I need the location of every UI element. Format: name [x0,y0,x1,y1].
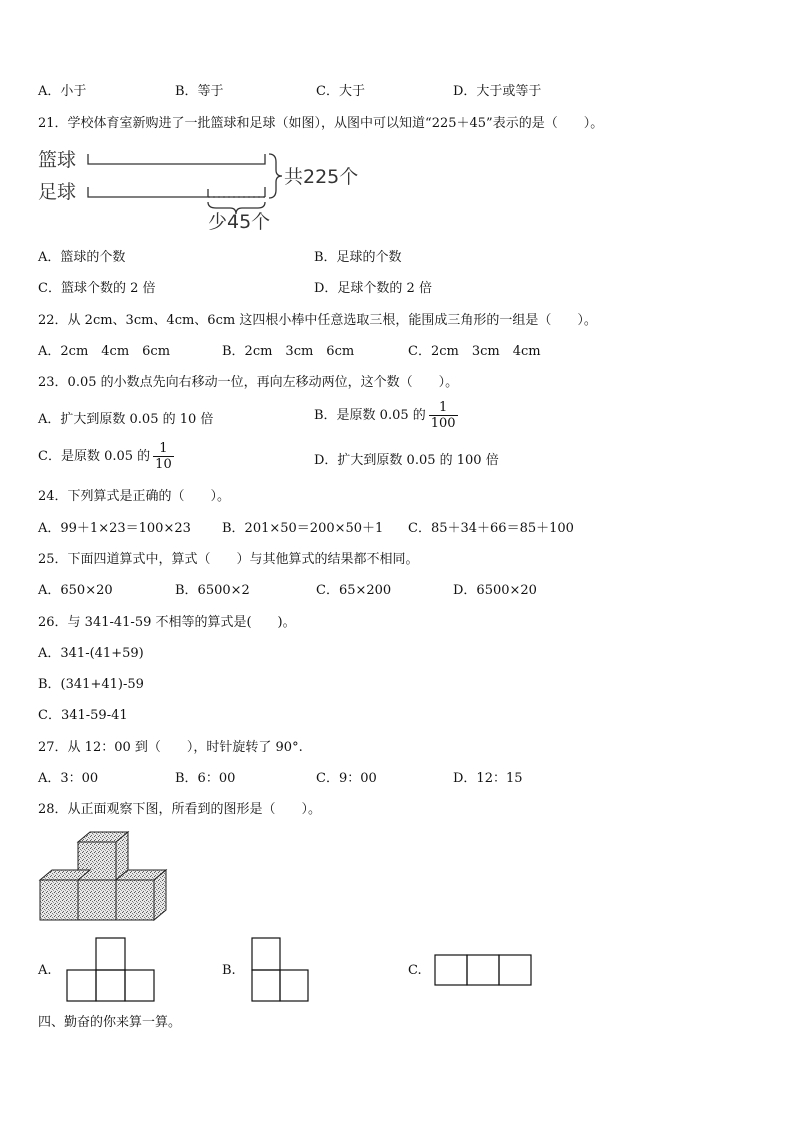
q24-option-a: A．99＋1×23＝100×23 [38,521,191,536]
fraction-denominator: 10 [155,457,172,472]
q21-option-d: D．足球个数的 2 倍 [314,281,432,296]
bottom-right-front-face [116,880,154,920]
label-basketball: 篮球 [38,149,77,171]
q22-option-a: A．2cm 4cm 6cm [38,344,171,359]
q28-option-c-figure [433,953,535,987]
football-segment [88,187,265,197]
bottom-middle-front-face [78,880,116,920]
section-4-heading: 四、勤奋的你来算一算。 [38,1015,182,1030]
q24-option-b: B．201×50＝200×50＋1 [222,521,384,536]
q27-option-c: C．9：00 [316,771,377,786]
fraction-denominator: 100 [430,416,456,431]
bottom-left-front-face [40,880,78,920]
q26-option-c: C．341-59-41 [38,708,128,723]
label-less: 少45个 [208,211,271,232]
q21-option-c: C．篮球个数的 2 倍 [38,281,156,296]
total-brace [269,154,282,198]
label-total: 共225个 [284,166,359,188]
q21-line-diagram [36,142,366,232]
q25-option-b: B．6500×2 [175,583,250,598]
q22-option-b: B．2cm 3cm 6cm [222,344,355,359]
q20-option-d: D．大于或等于 [453,84,542,99]
q26-stem: 26．与 341-41-59 不相等的算式是( )。 [38,615,296,630]
q28-option-c-label: C. [408,963,422,978]
fraction-1-100 [429,400,458,431]
fraction-numerator: 1 [153,441,174,457]
q28-stem: 28．从正面观察下图，所看到的图形是（ ）。 [38,802,322,817]
q26-option-b: B．(341+41)-59 [38,677,144,692]
q25-option-d: D．6500×20 [453,583,537,598]
q27-option-b: B．6：00 [175,771,236,786]
q21-option-b: B．足球的个数 [314,250,402,265]
q23-option-c [38,441,174,472]
q22-stem: 22．从 2cm、3cm、4cm、6cm 这四根小棒中任意选取三根，能围成三角形的一组是（ ）。 [38,313,597,328]
q27-stem: 27．从 12：00 到（ ），时针旋转了 90°. [38,740,303,755]
q23-option-b [314,400,458,431]
q20-option-c: C．大于 [316,84,365,99]
q28-option-b-figure [249,936,311,1004]
q27-option-a: A．3：00 [38,771,99,786]
fraction-1-10 [153,441,174,472]
q23-option-d: D．扩大到原数 0.05 的 100 倍 [314,453,499,468]
q28-option-a-label: A. [38,963,52,978]
q23-option-c-prefix: C．是原数 0.05 的 [38,449,151,464]
q26-option-a: A．341-(41+59) [38,646,144,661]
q21-option-a: A．篮球的个数 [38,250,126,265]
q28-option-a-figure [64,936,156,1004]
q27-option-d: D．12：15 [453,771,523,786]
q23-stem: 23．0.05 的小数点先向右移动一位，再向左移动两位，这个数（ ）。 [38,375,459,390]
cube-stack-figure [38,828,170,924]
label-football: 足球 [38,181,77,203]
q25-option-c: C．65×200 [316,583,392,598]
basketball-segment [88,154,265,164]
q21-stem: 21．学校体育室新购进了一批篮球和足球（如图），从图中可以知道“225＋45”表示的是（ ）。 [38,116,604,131]
q23-option-b-prefix: B．是原数 0.05 的 [314,408,426,423]
fraction-numerator: 1 [429,400,458,416]
q20-option-a: A．小于 [38,84,87,99]
q25-option-a: A．650×20 [38,583,113,598]
q24-option-c: C．85＋34＋66＝85＋100 [408,521,574,536]
q25-stem: 25．下面四道算式中，算式（ ）与其他算式的结果都不相同。 [38,552,419,567]
q23-option-a: A．扩大到原数 0.05 的 10 倍 [38,412,214,427]
q28-option-b-label: B. [222,963,236,978]
q22-option-c: C．2cm 3cm 4cm [408,344,541,359]
q24-stem: 24．下列算式是正确的（ ）。 [38,489,231,504]
q20-option-b: B．等于 [175,84,224,99]
